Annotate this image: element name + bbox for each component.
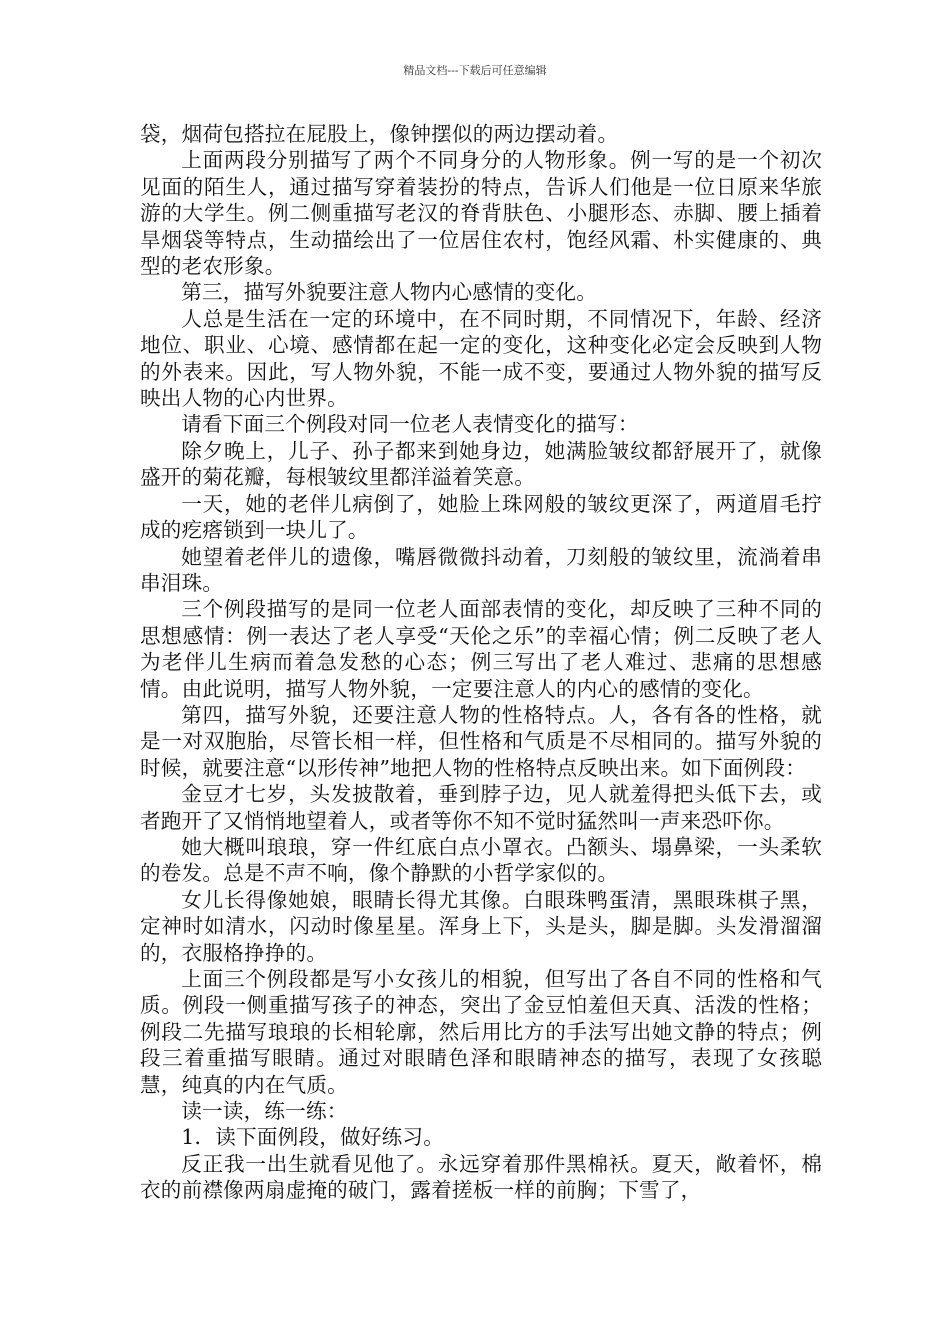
paragraph: 一天，她的老伴儿病倒了，她脸上珠网般的皱纹更深了，两道眉毛拧成的疙瘩锁到一块儿了。 (140, 491, 822, 543)
paragraph: 金豆才七岁，头发披散着，垂到脖子边，见人就羞得把头低下去，或者跑开了又悄悄地望着人，或者等你不知不觉时猛然叫一声来恐吓你。 (140, 782, 822, 833)
paragraph: 上面两段分别描写了两个不同身分的人物形象。例一写的是一个初次见面的陌生人，通过描写穿着装扮的特点，告诉人们他是一位日原来华旅游的大学生。例二侧重描写老汉的脊背肤色、小腿形态、赤脚、腰上插着旱烟袋等特点，生动描绘出了一位居住农村，饱经风霜、朴实健康的、典型的老农形象。 (140, 148, 822, 279)
paragraph: 三个例段描写的是同一位老人面部表情的变化，却反映了三种不同的思想感情：例一表达了老人享受“天伦之乐”的幸福心情；例二反映了老人为老伴儿生病而着急发愁的心态；例三写出了老人难过、悲痛的思想感情。由此说明，描写人物外貌，一定要注意人的内心的感情的变化。 (140, 597, 822, 701)
paragraph: 上面三个例段都是写小女孩儿的相貌，但写出了各自不同的性格和气质。例段一侧重描写孩子的神态，突出了金豆怕羞但天真、活泼的性格；例段二先描写琅琅的长相轮廓，然后用比方的手法写出她文静的特点；例段三着重描写眼睛。通过对眼睛色泽和眼睛神态的描写，表现了女孩聪慧，纯真的内在气质。 (140, 967, 822, 1097)
paragraph: 反正我一出生就看见他了。永远穿着那件黑棉袄。夏天，敞着怀，棉衣的前襟像两扇虚掩的破门，露着搓板一样的前胸；下雪了， (140, 1151, 822, 1203)
paragraph: 请看下面三个例段对同一位老人表情变化的描写： (181, 412, 639, 437)
page-header: 精品文档---下载后可任意编辑 (403, 64, 547, 77)
paragraph: 第三，描写外貌要注意人物内心感情的变化。 (181, 280, 598, 305)
paragraph: 她望着老伴儿的遗像，嘴唇微微抖动着，刀刻般的皱纹里，流淌着串串泪珠。 (140, 544, 822, 595)
paragraph: 袋，烟荷包搭拉在屁股上，像钟摆似的两边摆动着。 (140, 122, 619, 146)
paragraph: 第四，描写外貌，还要注意人物的性格特点。人，各有各的性格，就是一对双胞胎，尽管长相一样，但性格和气质是不尽相同的。描写外貌的时候，就要注意“以形传神”地把人物的性格特点反映出来。如下面例段： (140, 702, 822, 780)
paragraph: 人总是生活在一定的环境中，在不同时期，不同情况下，年龄、经济地位、职业、心境、感情都在起一定的变化，这种变化必定会反映到人物的外表来。因此，写人物外貌，不能一成不变，要通过人物外貌的描写反映出人物的心内世界。 (140, 306, 822, 411)
paragraph: 1．读下面例段，做好练习。 (181, 1125, 445, 1150)
paragraph: 除夕晚上，儿子、孙子都来到她身边，她满脸皱纹都舒展开了，就像盛开的菊花瓣，每根皱纹里都洋溢着笑意。 (140, 438, 822, 490)
paragraph: 她大概叫琅琅，穿一件红底白点小罩衣。凸额头、塌鼻梁，一头柔软的卷发。总是不声不响，像个静默的小哲学家似的。 (140, 834, 822, 886)
paragraph: 读一读，练一练： (181, 1099, 348, 1124)
document-body (140, 121, 822, 1204)
paragraph: 女儿长得像她娘，眼睛长得尤其像。白眼珠鸭蛋清，黑眼珠棋子黑，定神时如清水，闪动时像星星。浑身上下，头是头，脚是脚。头发滑溜溜的，衣服格挣挣的。 (140, 887, 822, 965)
